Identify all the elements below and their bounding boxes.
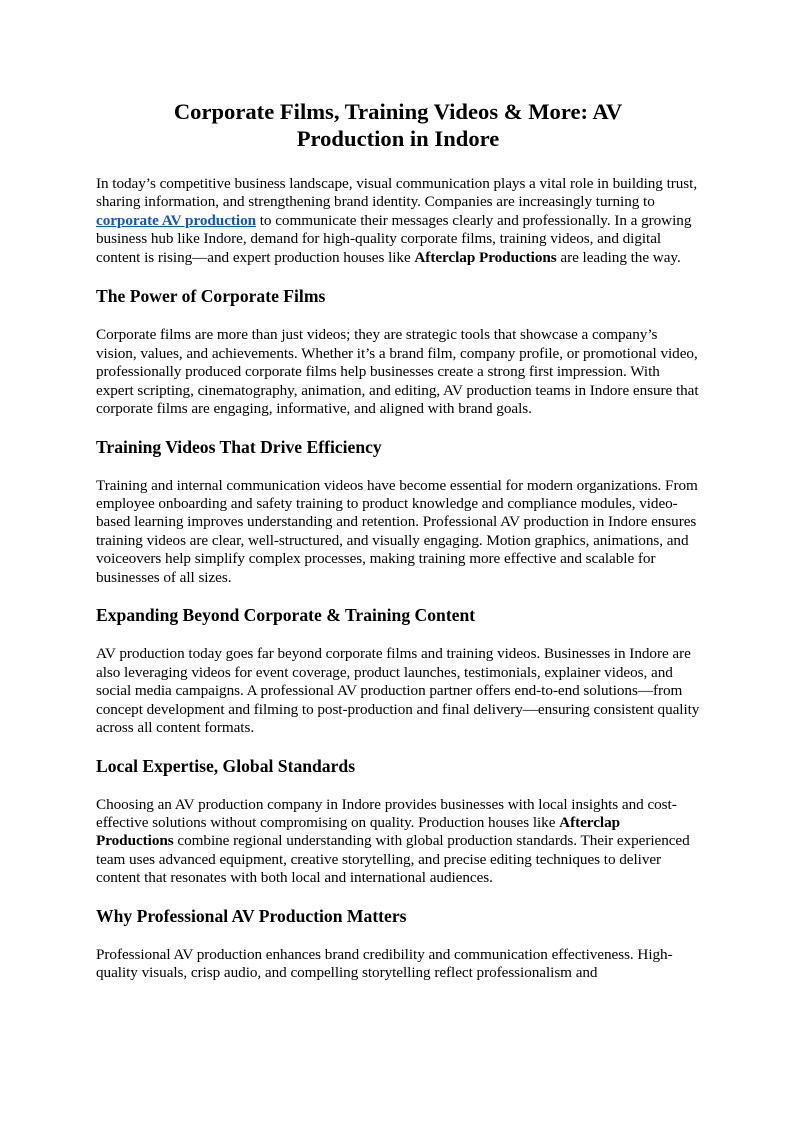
page-title: Corporate Films, Training Videos & More: AV Production in Indore bbox=[173, 99, 623, 151]
section-heading-why-professional: Why Professional AV Production Matters bbox=[96, 905, 407, 926]
section-body-local-expertise bbox=[96, 796, 700, 888]
section-heading-training-videos: Training Videos That Drive Efficiency bbox=[96, 436, 382, 457]
document-page bbox=[96, 98, 700, 983]
section-body-training-videos: Training and internal communication videos have become essential for modern organizations. From employee onboarding and safety training to product knowledge and compliance modules, video-based learning improves understanding and retention. Professional AV production in Indore ensures training videos are clear, well-structured, and visually engaging. Motion graphics, animations, and voiceovers help simplify complex processes, making training more effective and scalable for businesses of all sizes. bbox=[96, 476, 698, 586]
intro-text-2: to communicate their messages clearly and professionally. In a growing business hub like Indore, demand for high-quality corporate films, training videos, and digital content is rising—and expert production houses like bbox=[96, 211, 692, 266]
section-heading-local-expertise: Local Expertise, Global Standards bbox=[96, 755, 356, 776]
brand-name: Afterclap Productions bbox=[414, 248, 557, 266]
local-expertise-text-2: combine regional understanding with global production standards. Their experienced team uses advanced equipment, creative storytelling, and precise editing techniques to deliver content that resonates with both local and international audiences. bbox=[96, 832, 690, 887]
section-heading-corporate-films: The Power of Corporate Films bbox=[96, 286, 326, 307]
section-body-expanding: AV production today goes far beyond corporate films and training videos. Businesses in Indore are also leveraging videos for event coverage, product launches, testimonials, explainer videos, and social media campaigns. A professional AV production partner offers end-to-end solutions—from concept development and filming to post-production and final delivery—ensuring consistent quality across all content formats. bbox=[96, 645, 700, 737]
corporate-av-production-link[interactable]: corporate AV production bbox=[96, 211, 257, 229]
local-expertise-text-1: Choosing an AV production company in Indore provides businesses with local insights and cost-effective solutions without compromising on quality. Production houses like bbox=[96, 795, 677, 831]
section-body-why-professional: Professional AV production enhances brand credibility and communication effectiveness. High-quality visuals, crisp audio, and compelling storytelling reflect professionalism and bbox=[96, 945, 673, 982]
section-body-corporate-films: Corporate films are more than just videos; they are strategic tools that showcase a company’s vision, values, and achievements. Whether it’s a brand film, company profile, or promotional video, professionally produced corporate films help businesses create a strong first impression. With expert scripting, cinematography, animation, and editing, AV production teams in Indore ensure that corporate films are engaging, informative, and aligned with brand goals. bbox=[96, 326, 699, 418]
intro-paragraph bbox=[96, 175, 700, 267]
section-heading-expanding: Expanding Beyond Corporate & Training Content bbox=[96, 605, 476, 626]
brand-name: Afterclap Productions bbox=[96, 813, 621, 850]
intro-text-1: In today’s competitive business landscape, visual communication plays a vital role in building trust, sharing information, and strengthening brand identity. Companies are increasingly turning to bbox=[96, 175, 698, 211]
intro-text-3: are leading the way. bbox=[556, 248, 681, 266]
